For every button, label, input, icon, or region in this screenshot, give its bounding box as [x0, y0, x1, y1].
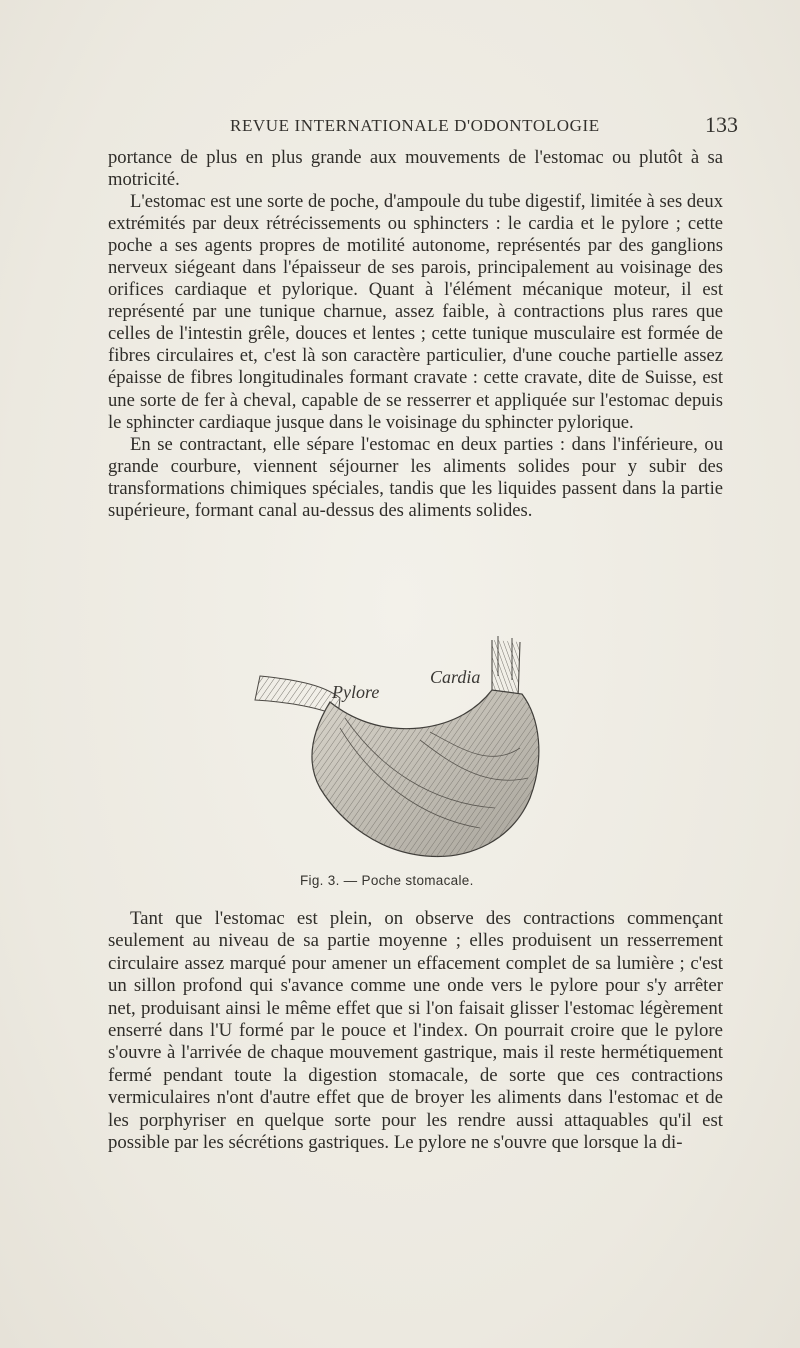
stomach-body-shape	[312, 690, 539, 857]
cardia-label: Cardia	[430, 667, 481, 687]
paragraph: portance de plus en plus grande aux mouvements de l'estomac ou plutôt à sa motricité.	[108, 147, 723, 191]
page-number: 133	[705, 112, 738, 137]
figure-caption: Fig. 3. — Poche stomacale.	[300, 873, 474, 888]
body-text-bottom	[108, 908, 723, 1154]
paragraph: L'estomac est une sorte de poche, d'ampoule du tube digestif, limitée à ses deux extrémités par deux rétrécissements ou sphincters : le cardia et le pylore ; cette poche a ses agents propres de motilité autonome, représentés par des ganglions nerveux siégeant dans l'épaisseur de ses parois, principalement au voisinage des orifices cardiaque et pylorique. Quant à l'élément mécanique moteur, il est représenté par une tunique charnue, assez faible, à contractions plus rares que celles de l'intestin grêle, douces et lentes ; cette tunique musculaire est formée de fibres circulaires et, c'est là son caractère particulier, d'une couche partielle assez épaisse de fibres longitudinales formant cravate : cette cravate, dite de Suisse, est une sorte de fer à cheval, capable de se resserrer et appliquée sur l'estomac depuis le sphincter cardiaque jusque dans le voisinage du sphincter pylorique.	[108, 191, 723, 433]
pylore-label: Pylore	[332, 682, 380, 702]
journal-title: REVUE INTERNATIONALE D'ODONTOLOGIE	[230, 116, 600, 135]
stomach-engraving	[230, 628, 560, 868]
paragraph: En se contractant, elle sépare l'estomac en deux parties : dans l'inférieure, ou grande courbure, viennent séjourner les aliments solides pour y subir des transformations chimiques spéciales, tandis que les liquides passent dans la partie supérieure, formant canal au-dessus des aliments solides.	[108, 433, 723, 521]
body-text-top	[108, 147, 723, 522]
running-header	[108, 112, 738, 140]
paragraph: Tant que l'estomac est plein, on observe des contractions commençant seulement au niveau de sa partie moyenne ; elles produisent un resserrement circulaire assez marqué pour amener un effacement complet de sa lumière ; c'est un sillon profond qui s'avance comme une onde vers le pylore pour s'y arrêter net, produisant ainsi le même effet que si l'on faisait glisser l'estomac légèrement enserré dans l'U formé par le pouce et l'index. On pourrait croire que le pylore s'ouvre à l'arrivée de chaque mouvement gastrique, mais il reste hermétiquement fermé pendant toute la digestion stomacale, de sorte que ces contractions vermiculaires n'ont d'autre effet que de broyer les aliments dans l'estomac et de les porphyriser en quelque sorte pour les rendre aussi attaquables qu'il est possible par les sécrétions gastriques. Le pylore ne s'ouvre que lorsque la di-	[108, 908, 723, 1154]
stomach-illustration	[230, 628, 560, 868]
